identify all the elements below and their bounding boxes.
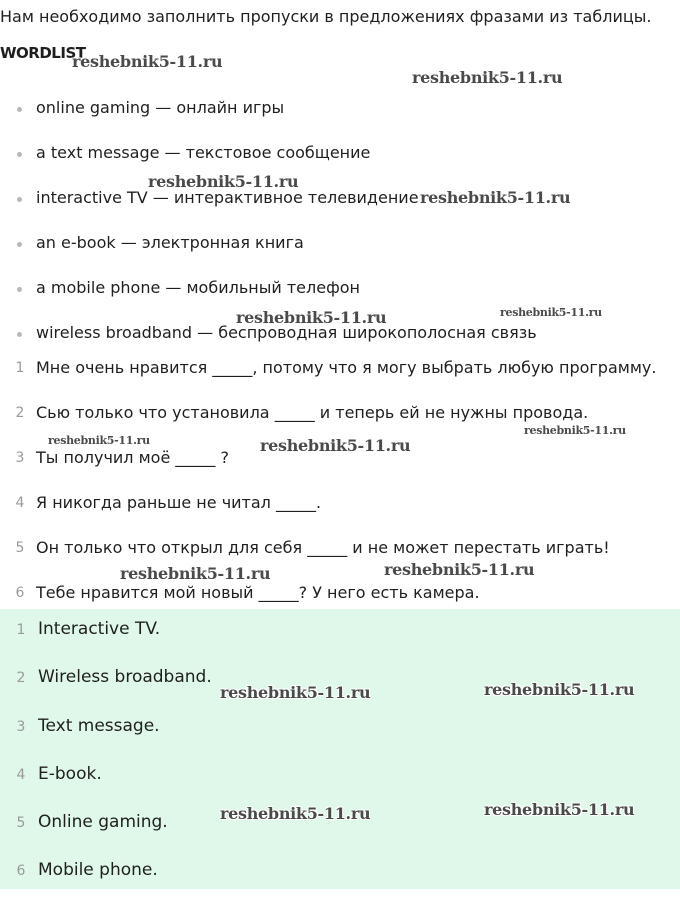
watermark: reshebnik5-11.ru — [236, 308, 387, 327]
wordlist-item-text: wireless broadband — беспроводная широкополосная связь — [36, 323, 537, 342]
answer-text: Text message. — [38, 715, 160, 736]
wordlist-item-text: online gaming — онлайн игры — [36, 98, 285, 117]
watermark: reshebnik5-11.ru — [148, 172, 299, 191]
bullet-icon — [17, 152, 22, 157]
bullet-icon — [17, 197, 22, 202]
watermark: reshebnik5-11.ru — [412, 68, 563, 87]
watermark: reshebnik5-11.ru — [420, 188, 571, 207]
answer-number: 2 — [16, 670, 26, 687]
exercise-list — [0, 356, 656, 626]
watermark: reshebnik5-11.ru — [484, 680, 635, 699]
watermark: reshebnik5-11.ru — [260, 436, 411, 455]
wordlist-item-text: interactive TV — интерактивное телевидение — [36, 188, 419, 207]
wordlist-item — [0, 96, 537, 141]
exercise-item — [0, 491, 656, 536]
exercise-number: 5 — [15, 540, 25, 556]
bullet-icon — [17, 332, 22, 337]
exercise-text: Он только что открыл для себя _____ и не может перестать играть! — [36, 538, 610, 557]
watermark: reshebnik5-11.ru — [500, 306, 602, 319]
exercise-number: 2 — [15, 405, 25, 421]
exercise-text: Я никогда раньше не читал _____. — [36, 493, 322, 512]
bullet-icon — [17, 242, 22, 247]
exercise-item — [0, 536, 656, 581]
wordlist-item — [0, 141, 537, 186]
answer-item — [0, 802, 680, 850]
answer-number: 4 — [16, 766, 26, 783]
answer-number: 5 — [16, 815, 26, 832]
answer-number: 6 — [16, 863, 26, 880]
answer-panel — [0, 609, 680, 889]
exercise-number: 4 — [15, 495, 25, 511]
wordlist-item-text: a mobile phone — мобильный телефон — [36, 278, 361, 297]
exercise-text: Мне очень нравится _____, потому что я могу выбрать любую программу. — [36, 358, 657, 377]
answer-text: Wireless broadband. — [38, 667, 212, 688]
wordlist-item-text: an e-book — электронная книга — [36, 233, 304, 252]
answer-item — [0, 754, 680, 802]
answer-text: E-book. — [38, 763, 102, 784]
wordlist — [0, 96, 537, 366]
wordlist-item — [0, 186, 537, 231]
bullet-icon — [17, 287, 22, 292]
exercise-text: Тебе нравится мой новый _____? У него есть камера. — [36, 583, 480, 602]
task-instruction: Нам необходимо заполнить пропуски в предложениях фразами из таблицы. — [0, 7, 652, 26]
answer-text: Interactive TV. — [38, 619, 161, 639]
exercise-item — [0, 356, 656, 401]
answer-text: Online gaming. — [38, 812, 168, 833]
watermark: reshebnik5-11.ru — [484, 800, 635, 819]
bullet-icon — [17, 107, 22, 112]
exercise-item — [0, 446, 656, 491]
wordlist-item — [0, 231, 537, 276]
answer-item — [0, 657, 680, 705]
exercise-number: 6 — [15, 585, 25, 601]
watermark: reshebnik5-11.ru — [120, 564, 271, 583]
answer-item — [0, 609, 680, 657]
exercise-number: 3 — [15, 450, 25, 466]
wordlist-heading: WORDLIST — [0, 44, 86, 62]
answer-text: Mobile phone. — [38, 860, 158, 881]
watermark: reshebnik5-11.ru — [384, 560, 535, 579]
answer-number: 3 — [16, 718, 26, 735]
exercise-text: Сью только что установила _____ и теперь ей не нужны провода. — [36, 403, 589, 422]
answer-item — [0, 850, 680, 898]
answer-number: 1 — [16, 622, 26, 638]
exercise-item — [0, 401, 656, 446]
watermark: reshebnik5-11.ru — [220, 683, 371, 702]
wordlist-item — [0, 276, 537, 321]
exercise-number: 1 — [15, 360, 25, 376]
wordlist-item-text: a text message — текстовое сообщение — [36, 143, 371, 162]
watermark: reshebnik5-11.ru — [524, 424, 626, 437]
watermark: reshebnik5-11.ru — [48, 434, 150, 447]
answer-item — [0, 706, 680, 754]
watermark: reshebnik5-11.ru — [72, 52, 223, 71]
watermark: reshebnik5-11.ru — [220, 804, 371, 823]
exercise-text: Ты получил моё _____ ? — [36, 448, 229, 467]
